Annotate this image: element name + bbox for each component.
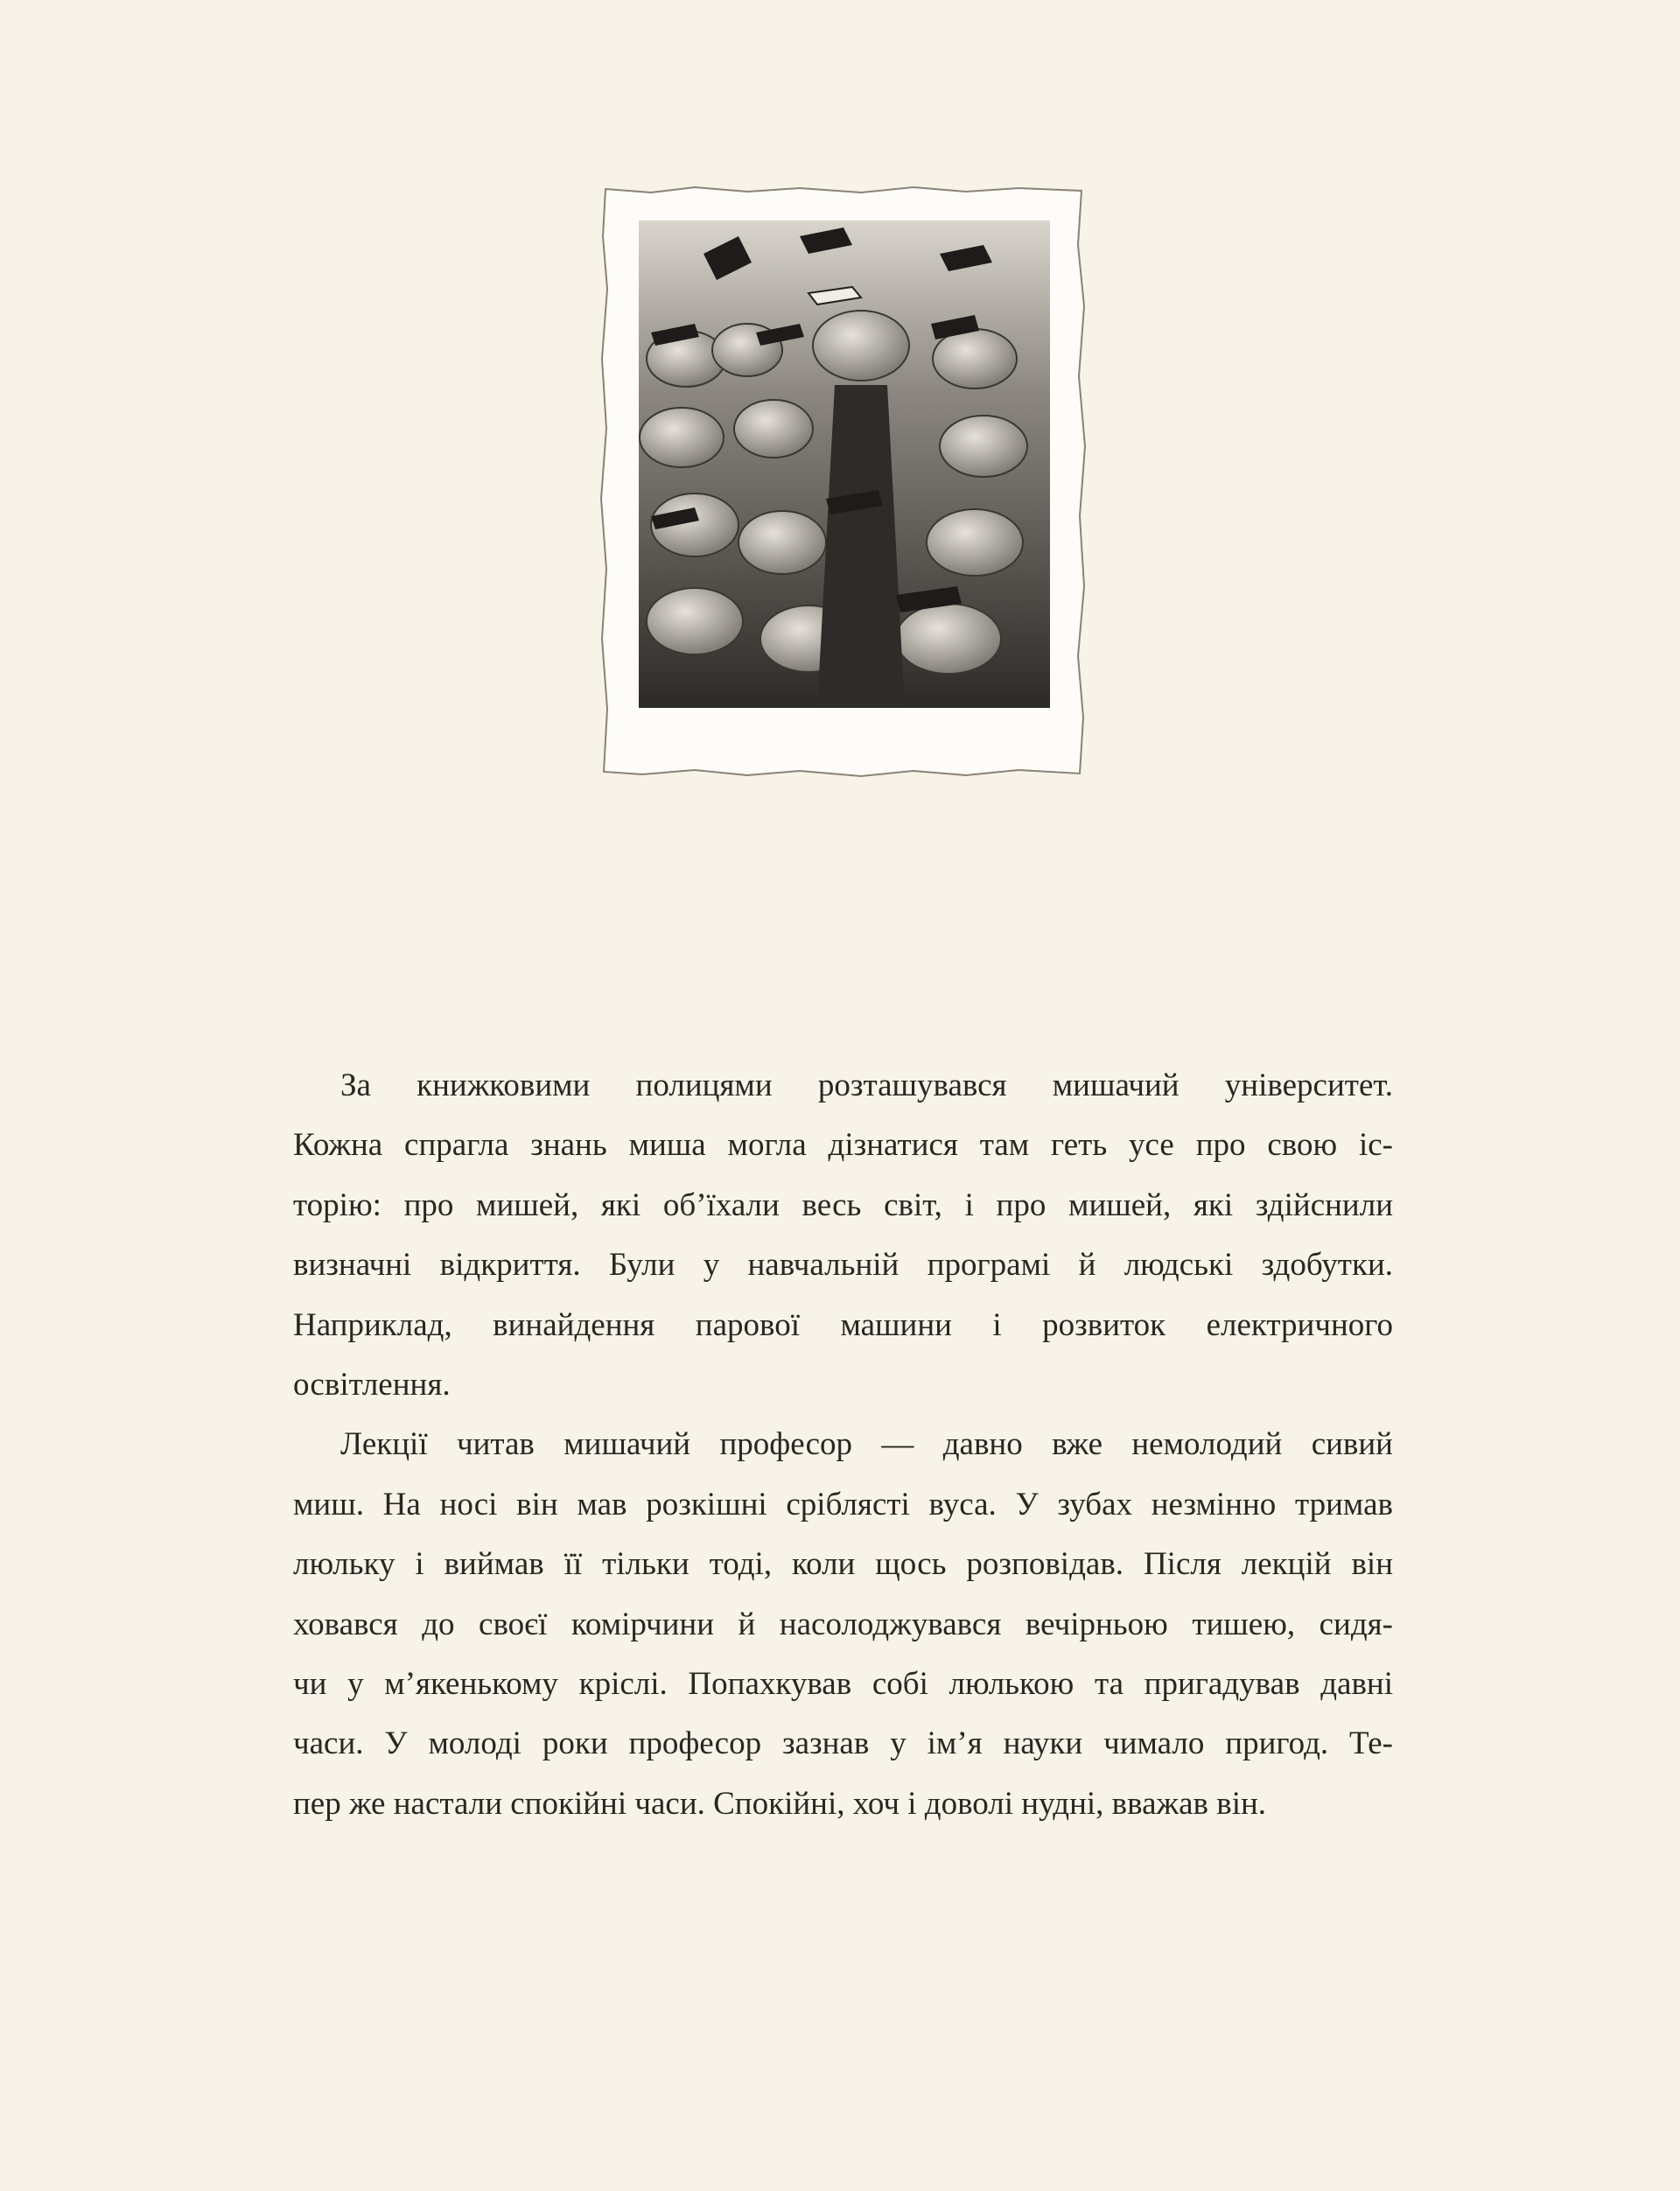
- text-line: люльку і виймав її тільки тоді, коли щось розповідав. Після лекцій він: [293, 1546, 1393, 1583]
- text-line: За книжковими полицями розташувався мишачий університет.: [340, 1068, 1393, 1103]
- text-line: Кожна спрагла знань миша могла дізнатися там геть усе про свою іс-: [293, 1127, 1393, 1164]
- text-line: пер же настали спокійні часи. Спокійні, хоч і доволі нудні, вважав він.: [293, 1785, 1267, 1822]
- story-text: [293, 1056, 1393, 1834]
- text-line: чи у м’якенькому кріслі. Попахкував собі люлькою та пригадував давні: [293, 1665, 1393, 1702]
- illustration-frame: [598, 184, 1088, 779]
- text-line: Наприклад, винайдення парової машини і розвиток електричного: [293, 1306, 1393, 1343]
- text-line: торію: про мишей, які об’їхали весь світ, і про мишей, які здійснили: [293, 1186, 1393, 1223]
- text-line: освітлення.: [293, 1366, 451, 1403]
- text-line: ховався до своєї комірчини й насолоджувався вечірньою тишею, сидя-: [293, 1606, 1393, 1642]
- text-line: часи. У молоді роки професор зазнав у ім’я науки чимало пригод. Те-: [293, 1726, 1393, 1762]
- paragraph-1: [293, 1056, 1393, 1415]
- text-line: Лекції читав мишачий професор — давно вже немолодий сивий: [340, 1426, 1393, 1463]
- text-line: миш. На носі він мав розкішні сріблясті вуса. У зубах незмінно тримав: [293, 1486, 1393, 1522]
- mouse-graduation-illustration-icon: [598, 184, 1088, 779]
- text-line: визначні відкриття. Були у навчальній програмі й людські здобутки.: [293, 1247, 1393, 1284]
- paragraph-2: [293, 1415, 1393, 1834]
